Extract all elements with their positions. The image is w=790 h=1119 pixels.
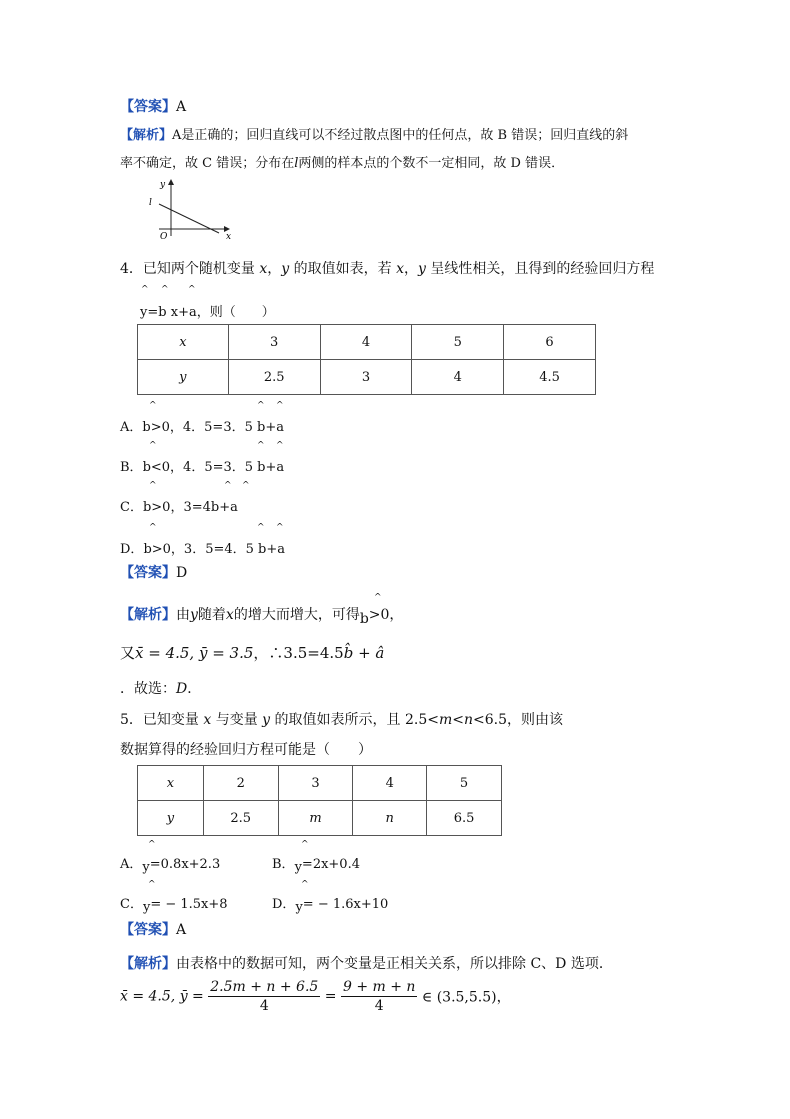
- analysis-text: 率不确定，故 C 错误；分布在: [120, 156, 295, 171]
- stem-text: 5．已知变量: [120, 712, 204, 728]
- option-letter: B．: [272, 857, 295, 872]
- table-row: [138, 360, 596, 395]
- analysis-text: >0，: [368, 607, 404, 623]
- math-expression: ∈ (3.5,5.5)，: [417, 989, 511, 1006]
- q4-analysis-line1: [120, 604, 404, 627]
- analysis-text: 又: [120, 644, 136, 662]
- table-cell: 3: [320, 360, 412, 395]
- q5-option-d: [272, 893, 389, 915]
- q4-option-b: [120, 456, 284, 475]
- var-y: y: [418, 261, 426, 277]
- y-axis-arrow: [168, 179, 174, 185]
- analysis-text: 随着: [197, 607, 226, 623]
- hat-mark: ^: [149, 523, 157, 533]
- stem-text: 与变量: [211, 712, 263, 728]
- hat-mark: ^: [276, 523, 284, 533]
- hat-mark: ^: [257, 441, 265, 451]
- stem-text: 的取值如表所示，且 2.5<: [270, 712, 439, 728]
- var-l: l: [294, 156, 299, 171]
- option-text: <0，4．5=3．5: [150, 460, 254, 475]
- table-cell: 4: [353, 766, 427, 801]
- answer-tag: 【答案】: [120, 922, 176, 938]
- option-text: =0.8x+2.3: [149, 857, 221, 872]
- q5-option-c: [120, 893, 228, 915]
- hat-mark: ^: [141, 285, 149, 295]
- analysis-text: 由表格中的数据可知，两个变量是正相关关系，所以排除 C、D 选项．: [176, 956, 613, 972]
- q4-regression-equation: [140, 301, 275, 320]
- q3-answer-line: [120, 96, 186, 116]
- option-text: >0，3=4: [151, 500, 211, 515]
- hat-mark: ^: [161, 285, 169, 295]
- option-text: =2x+0.4: [301, 857, 360, 872]
- stem-text: 4．已知两个随机变量: [120, 261, 260, 277]
- q4-option-c: [120, 496, 238, 515]
- hat-mark: ^: [374, 593, 382, 603]
- option-b: b: [257, 460, 266, 475]
- table-cell: 3: [278, 766, 353, 801]
- table-cell: 2.5: [228, 360, 320, 395]
- x-axis-label: x: [226, 232, 232, 240]
- eq-x: x: [170, 305, 179, 320]
- analysis-text: ．故选：: [120, 681, 176, 697]
- table-cell: 4: [320, 325, 412, 360]
- q4-option-a: [120, 416, 284, 435]
- q4-analysis-line3: [120, 678, 201, 698]
- option-letter: C．: [120, 500, 143, 515]
- hat-mark: ^: [149, 481, 157, 491]
- fraction-numerator: 9 + m + n: [342, 979, 416, 995]
- hat-mark: ^: [301, 880, 309, 890]
- option-y: y: [142, 860, 150, 875]
- table-row: [138, 325, 596, 360]
- var-b-hat: b̂: [343, 644, 354, 662]
- fraction-denominator: 4: [374, 998, 384, 1014]
- option-letter: C．: [120, 897, 143, 912]
- hat-mark: ^: [148, 880, 156, 890]
- q5-stem: [120, 709, 563, 729]
- option-b: b: [258, 542, 267, 557]
- var-m: m: [439, 712, 453, 728]
- option-y: y: [295, 900, 303, 915]
- stem-text: <6.5，则由该: [473, 712, 564, 728]
- q5-analysis-line1: [120, 953, 613, 973]
- math-expression: x̄ = 4.5, ȳ =: [120, 988, 209, 1005]
- option-text: +a: [265, 420, 284, 435]
- math-expression: x̄ = 4.5, ȳ = 3.5: [135, 644, 254, 662]
- hat-mark: ^: [301, 840, 309, 850]
- option-letter: A．: [120, 420, 143, 435]
- y-axis-label: y: [160, 180, 166, 190]
- option-letter: A．: [120, 857, 143, 872]
- analysis-tag: 【解析】: [120, 607, 176, 623]
- regression-line-graph: [145, 176, 237, 240]
- option-y: y: [142, 900, 151, 915]
- q5-analysis-formula: [120, 978, 511, 1015]
- hat-mark: ^: [149, 441, 157, 451]
- table-cell: y: [138, 801, 204, 836]
- option-text: +a: [219, 500, 238, 515]
- hat-mark: ^: [257, 523, 265, 533]
- var-a-hat: â: [375, 644, 385, 662]
- q5-option-a: [120, 853, 221, 875]
- table-cell: 2: [203, 766, 278, 801]
- q5-data-table: [137, 765, 502, 836]
- hat-mark: ^: [276, 401, 284, 411]
- option-y: y: [294, 860, 302, 875]
- analysis-text: A是正确的；回归直线可以不经过散点图中的任何点，故 B 错误；回归直线的斜: [172, 128, 629, 143]
- table-cell: x: [138, 766, 204, 801]
- table-cell: n: [353, 801, 427, 836]
- answer-tag: 【答案】: [120, 99, 176, 115]
- var-y: y: [190, 607, 198, 623]
- analysis-text: ，∴3.5=4.5: [253, 644, 344, 662]
- answer-letter: D: [176, 681, 188, 697]
- option-b: b: [142, 460, 151, 475]
- option-text: >0，4．5=3．5: [150, 420, 253, 435]
- option-b: b: [143, 542, 152, 557]
- var-y: y: [262, 712, 271, 728]
- hat-mark: ^: [242, 481, 250, 491]
- analysis-tag: 【解析】: [120, 128, 173, 143]
- option-b: b: [142, 420, 151, 435]
- var-x: x: [396, 261, 404, 277]
- option-text: = − 1.5x+8: [150, 897, 228, 912]
- eq-tail: ，则（ ）: [196, 305, 275, 320]
- answer-value: A: [176, 99, 187, 115]
- var-y: y: [281, 261, 290, 277]
- var-x: x: [259, 261, 268, 277]
- var-b: b: [359, 611, 369, 627]
- var-x: x: [203, 712, 212, 728]
- analysis-text: +: [353, 644, 376, 662]
- option-text: +a: [266, 542, 286, 557]
- table-cell: 5: [427, 766, 502, 801]
- option-letter: B．: [120, 460, 143, 475]
- table-row: [138, 801, 502, 836]
- line-label: l: [149, 198, 152, 208]
- hat-mark: ^: [188, 285, 196, 295]
- option-text: = − 1.6x+10: [302, 897, 389, 912]
- option-text: +a: [265, 460, 285, 475]
- fraction-denominator: 4: [259, 998, 269, 1014]
- option-letter: D．: [272, 897, 296, 912]
- q3-analysis-line1: [120, 124, 628, 143]
- eq-text: +a: [178, 305, 197, 320]
- var-n: n: [464, 712, 474, 728]
- table-cell: y: [138, 360, 229, 395]
- q5-option-b: [272, 853, 360, 875]
- q4-answer-line: [120, 562, 187, 582]
- option-b: b: [257, 420, 266, 435]
- eq-text: =b: [147, 305, 167, 320]
- hat-mark: ^: [276, 441, 284, 451]
- stem-text: <: [452, 712, 465, 728]
- hat-mark: ^: [149, 401, 157, 411]
- math-operator: =: [320, 988, 341, 1005]
- table-cell: 4.5: [504, 360, 596, 395]
- table-row: [138, 766, 502, 801]
- var-x: x: [225, 607, 234, 623]
- table-cell: 6: [504, 325, 596, 360]
- option-b: b: [210, 500, 220, 515]
- answer-value: A: [176, 922, 187, 938]
- eq-y: y: [140, 305, 148, 320]
- table-cell: m: [278, 801, 353, 836]
- hat-mark: ^: [148, 840, 156, 850]
- analysis-text: 的增大而增大，可得: [233, 607, 360, 623]
- stem-text: 呈线性相关，且得到的经验回归方程: [425, 261, 655, 277]
- fraction: [341, 978, 417, 1015]
- hat-mark: ^: [257, 401, 265, 411]
- analysis-text: 两侧的样本点的个数不一定相同，故 D 错误．: [298, 156, 565, 171]
- stem-text: ，: [267, 261, 282, 277]
- hat-mark: ^: [224, 481, 232, 491]
- table-cell: 4: [412, 360, 504, 395]
- analysis-text: 由: [176, 607, 190, 623]
- q4-data-table: [137, 324, 596, 395]
- option-letter: D．: [120, 542, 144, 557]
- table-cell: x: [138, 325, 229, 360]
- table-cell: 6.5: [427, 801, 502, 836]
- analysis-tag: 【解析】: [120, 956, 176, 972]
- fraction: [208, 978, 320, 1015]
- q3-analysis-line2: [120, 152, 564, 171]
- stem-text: 的取值如表，若: [289, 261, 397, 277]
- q5-stem-line2: 数据算得的经验回归方程可能是（ ）: [120, 742, 372, 758]
- q4-option-d: [120, 538, 285, 557]
- q5-answer-line: [120, 919, 186, 939]
- origin-label: O: [160, 232, 168, 240]
- table-cell: 5: [412, 325, 504, 360]
- stem-text: ，: [404, 261, 418, 277]
- table-cell: 2.5: [203, 801, 278, 836]
- option-b: b: [142, 500, 152, 515]
- option-text: >0，3．5=4．5: [151, 542, 254, 557]
- q4-analysis-line2: [120, 642, 384, 663]
- analysis-text: ．: [187, 681, 202, 697]
- answer-value: D: [176, 565, 188, 581]
- table-cell: 3: [228, 325, 320, 360]
- q4-stem: [120, 258, 654, 278]
- answer-tag: 【答案】: [120, 565, 176, 581]
- fraction-numerator: 2.5m + n + 6.5: [210, 979, 319, 995]
